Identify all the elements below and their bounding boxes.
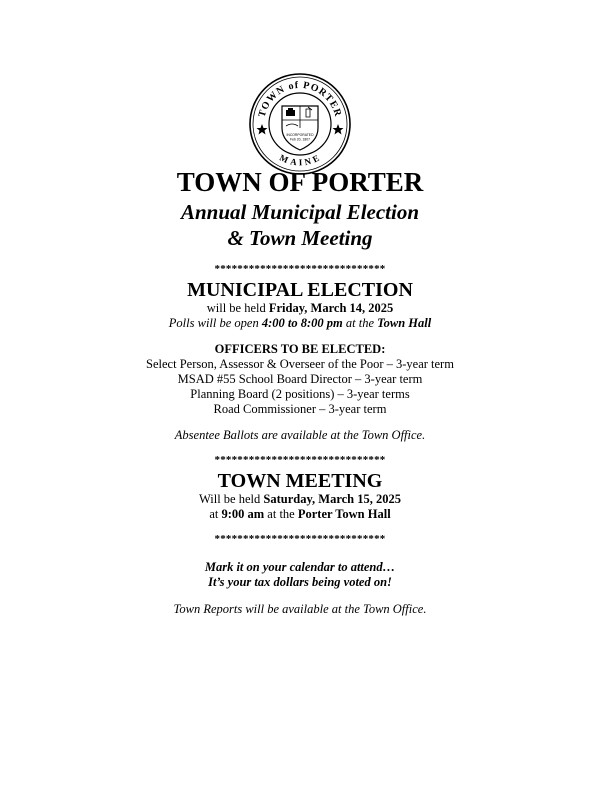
election-date-line: will be held Friday, March 14, 2025 bbox=[206, 301, 394, 315]
town-reports-note: Town Reports will be available at the Town Office. bbox=[173, 602, 427, 616]
seal-inner-line1: INCORPORATED bbox=[286, 133, 314, 137]
officers-heading: OFFICERS TO BE ELECTED: bbox=[214, 342, 386, 356]
polls-line: Polls will be open 4:00 to 8:00 pm at the Town Hall bbox=[168, 316, 432, 330]
divider-2: ****************************** bbox=[214, 454, 386, 466]
reminder-line1: Mark it on your calendar to attend… bbox=[204, 560, 396, 574]
town-seal-logo bbox=[248, 72, 352, 176]
meeting-place-line: at 9:00 am at the Porter Town Hall bbox=[209, 507, 391, 521]
seal-inner-line2: Feb 20, 1807 bbox=[290, 137, 310, 142]
page-title: TOWN OF PORTER bbox=[176, 167, 424, 197]
officer-item: MSAD #55 School Board Director – 3-year term bbox=[177, 372, 423, 386]
seal-bottom-text: MAINE bbox=[278, 152, 323, 168]
meeting-heading: TOWN MEETING bbox=[217, 470, 383, 492]
officer-item: Road Commissioner – 3-year term bbox=[213, 402, 387, 416]
meeting-date-line: Will be held Saturday, March 15, 2025 bbox=[198, 492, 402, 506]
divider-1: ****************************** bbox=[214, 263, 386, 275]
subtitle-line2: & Town Meeting bbox=[227, 226, 373, 250]
reminder-line2: It’s your tax dollars being voted on! bbox=[208, 575, 392, 589]
subtitle-line1: Annual Municipal Election bbox=[180, 200, 420, 224]
officer-item: Select Person, Assessor & Overseer of the Poor – 3-year term bbox=[146, 357, 454, 371]
divider-3: ****************************** bbox=[214, 533, 386, 545]
absentee-note: Absentee Ballots are available at the Town Office. bbox=[174, 428, 426, 442]
election-heading: MUNICIPAL ELECTION bbox=[187, 279, 413, 301]
seal-top-text: TOWN of PORTER bbox=[256, 79, 344, 119]
officer-item: Planning Board (2 positions) – 3-year terms bbox=[190, 387, 410, 401]
